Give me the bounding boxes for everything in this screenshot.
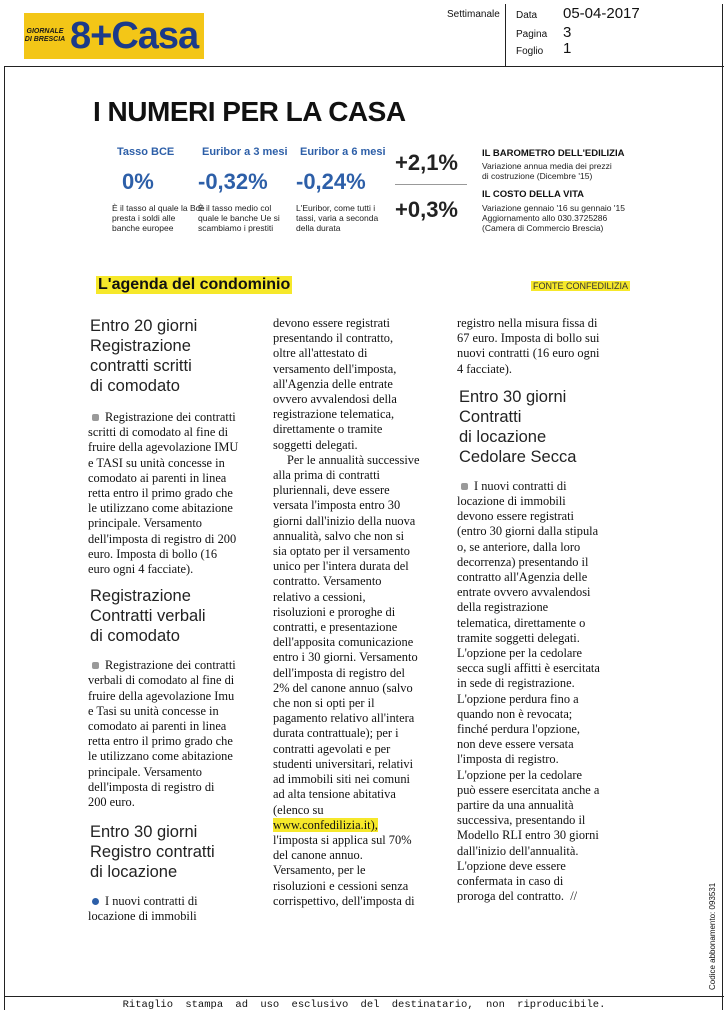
- body-line: comodato ai parenti in linea: [88, 719, 227, 734]
- numbers-title: I NUMERI PER LA CASA: [93, 96, 406, 127]
- body-line: l'imposta di registro.: [457, 752, 559, 767]
- stat-desc-line: Variazione gennaio '16 su gennaio '15: [482, 203, 625, 213]
- bullet-icon: [92, 898, 99, 905]
- meta-value-date: 05-04-2017: [563, 5, 640, 22]
- heading-line: Contratti: [459, 407, 522, 426]
- copyright-notice: Ritaglio stampa ad uso esclusivo del destinatario, non riproducibile.: [122, 999, 606, 1011]
- bottom-rule: [4, 996, 724, 997]
- bullet-icon: [92, 662, 99, 669]
- heading-line: di comodato: [90, 377, 180, 395]
- heading-line: contratti scritti: [90, 357, 192, 375]
- body-line: nuovi contratti (16 euro ogni: [457, 346, 600, 361]
- body-line: contratto all'Agenzia delle: [457, 570, 588, 585]
- body-line: e TASI su unità concesse in: [88, 455, 225, 470]
- body-line: I nuovi contratti di: [105, 894, 198, 909]
- logo-line1: GIORNALE: [26, 28, 64, 35]
- heading-line: di locazione: [459, 427, 547, 446]
- right-border: [722, 4, 723, 1010]
- meta-label-page: Pagina: [516, 29, 548, 40]
- rate-value: -0,32%: [198, 169, 268, 194]
- body-line: quando non è revocata;: [457, 706, 573, 721]
- stat-desc-cost-of-living: [482, 203, 632, 233]
- rate-euribor-6m: [296, 146, 396, 233]
- body-line: locazione di immobili: [88, 909, 197, 924]
- rate-desc: [112, 203, 212, 233]
- rate-desc-line: scambiamo i prestiti: [198, 223, 274, 233]
- heading-line: Contratti verbali: [90, 607, 206, 626]
- body-line: euro. Imposta di bollo (16: [88, 546, 218, 561]
- rate-desc-line: È il tasso medio col: [198, 203, 272, 213]
- body-line: studenti universitari, relativi: [273, 756, 414, 771]
- heading-line: di comodato: [90, 627, 180, 646]
- agenda-title: L'agenda del condominio: [98, 276, 291, 293]
- heading-line: Registrazione: [90, 337, 191, 355]
- body-line: comodato ai parenti in linea: [88, 470, 227, 485]
- body-line: contratti, e presentazione: [273, 620, 398, 635]
- heading-line: Entro 30 giorni: [459, 387, 567, 406]
- body-line: devono essere registrati: [457, 509, 574, 524]
- body-line: risoluzioni e cessioni senza: [273, 878, 409, 893]
- body-line: euro ogni 4 facciate).: [88, 562, 194, 577]
- body-line: (entro 30 giorni dalla stipula: [457, 524, 599, 539]
- body-line: L'opzione per la cedolare: [457, 767, 583, 782]
- body-line: Per le annualità successive: [287, 452, 420, 467]
- bullet-icon: [461, 483, 468, 490]
- body-line: devono essere registrati: [273, 316, 390, 330]
- stat-value-cost-of-living: +0,3%: [395, 197, 458, 222]
- body-line: durata contrattuale); per i: [273, 726, 399, 741]
- body-line: successiva, presentando il: [457, 813, 586, 828]
- body-line: entro i 30 giorni. Versamento: [273, 650, 418, 665]
- header-divider: [505, 4, 506, 66]
- heading-line: Entro 30 giorni: [90, 823, 198, 842]
- logo-line2: DI BRESCIA: [24, 36, 66, 43]
- body-line: locazione di immobili: [457, 494, 566, 509]
- body-line: risoluzioni e proroghe di: [273, 604, 396, 619]
- body-line: corrispettivo, dell'imposta di: [273, 893, 415, 908]
- body-line: relativo a cessioni,: [273, 589, 366, 604]
- body-line: direttamente o tramite: [273, 422, 383, 437]
- heading-line: di locazione: [90, 863, 178, 882]
- agenda-column-3: [457, 316, 632, 905]
- meta-label-date: Data: [516, 10, 538, 21]
- rate-bce: [112, 146, 212, 233]
- meta-value-page: 3: [563, 24, 572, 41]
- stat-value-construction: +2,1%: [395, 150, 458, 175]
- body-line: decorrenza) presentando il: [457, 554, 589, 569]
- stat-desc-line: (Camera di Commercio Brescia): [482, 223, 604, 233]
- meta-value-sheet: 1: [563, 40, 572, 57]
- body-line: le utilizzano come abitazione: [88, 501, 233, 516]
- body-line: annualità, salvo che non si: [273, 528, 405, 543]
- body-line: principale. Versamento: [88, 764, 203, 779]
- body-line: tramite soggetti delegati.: [457, 630, 580, 645]
- body-line: Versamento, per le: [273, 863, 366, 878]
- rate-desc-line: quale le banche Ue si: [198, 213, 280, 223]
- body-line: fruire della agevolazione IMU: [88, 440, 239, 455]
- body-line: giorni dall'inizio della nuova: [273, 513, 416, 528]
- body-line: versamento dell'imposta,: [273, 361, 397, 376]
- body-line: Modello RLI entro 30 giorni: [457, 828, 599, 843]
- body-line: entrate ovvero avvalendosi: [457, 585, 591, 600]
- body-line: in sede di registrazione.: [457, 676, 575, 691]
- body-line: presentando il contratto,: [273, 331, 394, 346]
- rate-value: -0,24%: [296, 169, 366, 194]
- body-line: dell'imposta di registro di 200: [88, 531, 237, 546]
- body-line: 2% del canone annuo (salvo: [273, 680, 413, 695]
- body-line: dell'imposta di registro di: [88, 779, 215, 794]
- agenda-column-1: [88, 316, 268, 925]
- rate-value: 0%: [122, 169, 154, 194]
- body-line: L'opzione deve essere: [457, 858, 566, 873]
- bullet-icon: [92, 414, 99, 421]
- rate-desc-line: tassi, varia a seconda: [296, 213, 379, 223]
- stat-divider: [395, 184, 467, 185]
- body-line: versata l'imposta entro 30: [273, 498, 401, 513]
- stat-title-construction: IL BAROMETRO DELL'EDILIZIA: [482, 148, 625, 159]
- rate-label: Tasso BCE: [117, 146, 175, 158]
- header-rule: [4, 66, 724, 67]
- confedilizia-link[interactable]: www.confedilizia.it),: [273, 817, 378, 832]
- body-line: secca sugli affitti è esercitata: [457, 661, 600, 676]
- paragraph: [457, 316, 632, 377]
- paragraph: [273, 316, 448, 453]
- rate-desc-line: presta i soldi alle: [112, 213, 176, 223]
- section-body: [88, 894, 268, 924]
- meta-label-sheet: Foglio: [516, 46, 544, 57]
- agenda-column-2: [273, 316, 448, 909]
- heading-line: Registrazione: [90, 587, 191, 606]
- section-heading: [459, 387, 632, 467]
- heading-line: Entro 20 giorni: [90, 317, 198, 335]
- body-line: (elenco su: [273, 802, 324, 817]
- body-line: pluriennali, deve essere: [273, 483, 390, 498]
- rate-label: Euribor a 3 mesi: [202, 146, 288, 158]
- left-border: [4, 66, 5, 1010]
- body-line: alla prima di contratti: [273, 468, 381, 483]
- body-line: registro nella misura fissa di: [457, 316, 598, 330]
- body-line: che non si opti per il: [273, 696, 375, 711]
- frequency-label: Settimanale: [447, 9, 500, 20]
- paragraph: [273, 453, 448, 909]
- body-line: scritti di comodato al fine di: [88, 425, 229, 440]
- source-label: FONTE CONFEDILIZIA: [533, 281, 629, 291]
- section-body: [88, 658, 268, 810]
- body-line: 67 euro. Imposta di bollo sui: [457, 331, 600, 346]
- body-line: finché perdura l'opzione,: [457, 722, 580, 737]
- body-line: ad immobili siti nei comuni: [273, 772, 410, 787]
- body-line: confermata in caso di: [457, 874, 564, 889]
- body-line: può essere esercitata anche a: [457, 782, 600, 797]
- body-line: contratto. Versamento: [273, 574, 382, 589]
- heading-line: Cedolare Secca: [459, 447, 577, 466]
- stat-desc-line: di costruzione (Dicembre '15): [482, 171, 593, 181]
- body-line: ad alta tensione abitativa: [273, 787, 396, 802]
- body-line: pagamento relativo all'intera: [273, 711, 415, 726]
- body-line: contratti agevolati e per: [273, 741, 391, 756]
- body-line: dell'imposta di registro del: [273, 665, 405, 680]
- body-line: retta entro il primo grado che: [88, 734, 233, 749]
- rate-desc: [198, 203, 298, 233]
- body-line: non deve essere versata: [457, 737, 574, 752]
- body-line: retta entro il primo grado che: [88, 486, 233, 501]
- body-line: fruire della agevolazione Imu: [88, 688, 235, 703]
- body-line: registrazione telematica,: [273, 407, 395, 422]
- body-line: L'opzione per la cedolare: [457, 646, 583, 661]
- rate-desc-line: della durata: [296, 223, 341, 233]
- stat-desc-line: Aggiornamento allo 030.3725286: [482, 213, 608, 223]
- body-line: della registrazione: [457, 600, 549, 615]
- body-line: principale. Versamento: [88, 516, 203, 531]
- body-line: o, se anteriore, dalla loro: [457, 539, 581, 554]
- body-line: dall'inizio dell'annualità.: [457, 843, 579, 858]
- body-line: Registrazione dei contratti: [105, 410, 236, 424]
- body-line: proroga del contratto. //: [457, 889, 578, 904]
- body-line: partire da una annualità: [457, 798, 574, 813]
- subscription-code: Codice abbonamento: 093531: [708, 882, 717, 990]
- rate-euribor-3m: [198, 146, 298, 233]
- body-line: L'opzione perdura fino a: [457, 691, 579, 706]
- stat-desc-line: Variazione annua media dei prezzi: [482, 161, 612, 171]
- rate-desc-line: È il tasso al quale la Bce: [112, 203, 205, 213]
- body-line: oltre all'attestato di: [273, 346, 368, 361]
- body-line: dell'apposita comunicazione: [273, 635, 414, 650]
- body-line: all'Agenzia delle entrate: [273, 376, 393, 391]
- body-line: I nuovi contratti di: [474, 478, 567, 493]
- body-line: telematica, direttamente o: [457, 615, 586, 630]
- heading-line: Registro contratti: [90, 843, 215, 862]
- body-line: ovvero avvalendosi della: [273, 392, 397, 407]
- body-line: l'imposta si applica sul 70%: [273, 832, 412, 847]
- stat-title-cost-of-living: IL COSTO DELLA VITA: [482, 189, 585, 200]
- body-line: Registrazione dei contratti: [105, 658, 236, 673]
- rate-desc: [296, 203, 396, 233]
- section-heading: [90, 586, 268, 646]
- rate-desc-line: L'Euribor, come tutti i: [296, 203, 376, 213]
- body-line: verbali di comodato al fine di: [88, 673, 235, 688]
- section-body: [457, 479, 632, 905]
- body-line: soggetti delegati.: [273, 437, 358, 452]
- body-line: 200 euro.: [88, 795, 135, 810]
- section-heading: [90, 822, 268, 882]
- rate-label: Euribor a 6 mesi: [300, 146, 386, 158]
- stat-desc-construction: [482, 161, 632, 181]
- body-line: del canone annuo.: [273, 848, 363, 863]
- body-line: unico per l'intera durata del: [273, 559, 409, 574]
- body-line: sia optato per il versamento: [273, 544, 410, 559]
- section-heading: [90, 316, 268, 396]
- logo-title: 8+Casa: [66, 13, 204, 59]
- rate-desc-line: banche europee: [112, 223, 174, 233]
- body-line: le utilizzano come abitazione: [88, 749, 233, 764]
- logo-publisher: [24, 13, 66, 59]
- section-body: [88, 410, 268, 577]
- body-line: e Tasi su unità concesse in: [88, 703, 219, 718]
- body-line: 4 facciate).: [457, 361, 513, 376]
- newspaper-logo: [24, 13, 204, 59]
